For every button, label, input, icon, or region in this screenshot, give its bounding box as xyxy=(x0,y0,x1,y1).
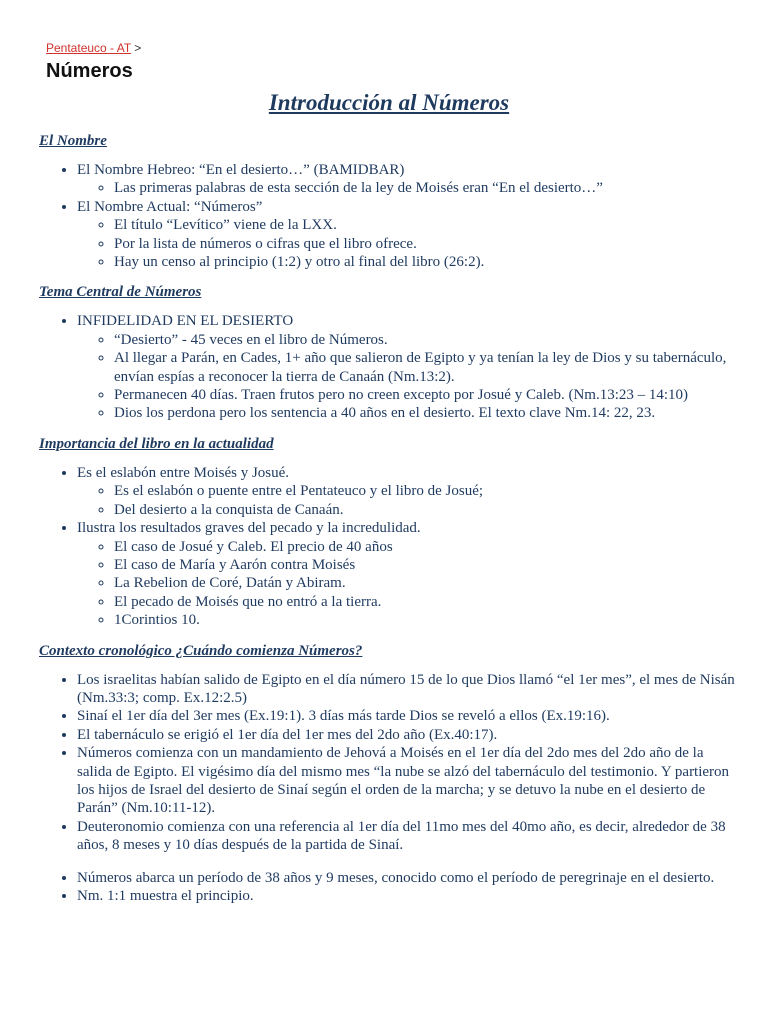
list-contexto-2 xyxy=(39,869,739,906)
sub-list xyxy=(77,538,739,630)
list-item: • INFIDELIDAD EN EL DESIERTO ◦ “Desierto” - 45 veces en el libro de Números. ◦ Al llegar a Parán, en Cades, 1+ año que salieron de Egipto y ya tenían la ley de Dios y su tabernáculo, envían espías a reconocer la tierra de Canaán (Nm.13:2). ◦ Permanecen 40 días. Traen frutos pero no creen excepto por Josué y Caleb. (Nm.13:23 – 14:10) ◦ Dios los perdona pero los sentencia a 40 años en el desierto. El texto clave Nm.14: 22, 23. xyxy=(77,312,739,422)
sub-list-item: ◦ Las primeras palabras de esta sección de la ley de Moisés eran “En el desierto…” xyxy=(114,179,739,197)
sub-list-item: ◦ Es el eslabón o puente entre el Pentateuco y el libro de Josué; xyxy=(114,482,739,500)
sub-list-item: ◦ Dios los perdona pero los sentencia a 40 años en el desierto. El texto clave Nm.14: 22, 23. xyxy=(114,404,739,422)
list-tema xyxy=(39,312,739,422)
list-item: • Sinaí el 1er día del 3er mes (Ex.19:1). 3 días más tarde Dios se reveló a ellos (Ex.19:16). xyxy=(77,707,739,725)
sub-list-item: ◦ Hay un censo al principio (1:2) y otro al final del libro (26:2). xyxy=(114,253,739,271)
sub-list-item: ◦ Por la lista de números o cifras que el libro ofrece. xyxy=(114,235,739,253)
sub-list xyxy=(77,482,739,519)
sub-list xyxy=(77,331,739,423)
section-heading-nombre: El Nombre xyxy=(39,133,107,149)
section-heading-tema: Tema Central de Números xyxy=(39,284,202,301)
list-contexto xyxy=(39,671,739,855)
sub-list xyxy=(77,179,739,197)
section-heading-contexto: Contexto cronológico ¿Cuándo comienza Números? xyxy=(39,642,363,659)
breadcrumb-bar xyxy=(46,39,141,83)
list-item: • Números comienza con un mandamiento de Jehová a Moisés en el 1er día del 2do mes del 2do año de la salida de Egipto. El vigésimo día del mismo mes “la nube se alzó del tabernáculo del testimonio. Y partieron los hijos de Israel del desierto de Sinaí según el orden de la marcha; y se detuvo la nube en el desierto de Parán” (Nm.10:11-12). xyxy=(77,744,739,818)
sub-list-item: ◦ El caso de María y Aarón contra Moisés xyxy=(114,556,739,574)
sub-list-item: ◦ Permanecen 40 días. Traen frutos pero no creen excepto por Josué y Caleb. (Nm.13:23 – 14:10) xyxy=(114,386,739,404)
breadcrumb-link-pentateuco[interactable]: Pentateuco - AT xyxy=(46,41,131,55)
sub-list-item: ◦ Al llegar a Parán, en Cades, 1+ año que salieron de Egipto y ya tenían la ley de Dios y su tabernáculo, envían espías a reconocer la tierra de Canaán (Nm.13:2). xyxy=(114,349,739,386)
sub-list-item: ◦ El caso de Josué y Caleb. El precio de 40 años xyxy=(114,538,739,556)
list-item: • El Nombre Actual: “Números” ◦ El título “Levítico” viene de la LXX. ◦ Por la lista de números o cifras que el libro ofrece. ◦ Hay un censo al principio (1:2) y otro al final del libro (26:2). xyxy=(77,198,739,272)
list-item: • El Nombre Hebreo: “En el desierto…” (BAMIDBAR) ◦ Las primeras palabras de esta sección de la ley de Moisés eran “En el desierto…” xyxy=(77,161,739,198)
list-item: • Los israelitas habían salido de Egipto en el día número 15 de lo que Dios llamó “el 1er mes”, el mes de Nisán (Nm.33:3; comp. Ex.12:2.5) xyxy=(77,671,739,708)
document-body xyxy=(39,88,739,916)
list-item: • Números abarca un período de 38 años y 9 meses, conocido como el período de peregrinaje en el desierto. xyxy=(77,869,739,887)
list-importancia xyxy=(39,464,739,630)
document-title: Introducción al Números xyxy=(268,90,510,115)
sub-list-item: ◦ “Desierto” - 45 veces en el libro de Números. xyxy=(114,331,739,349)
sub-list xyxy=(77,216,739,271)
breadcrumb-separator: > xyxy=(134,41,142,55)
sub-list-item: ◦ El pecado de Moisés que no entró a la tierra. xyxy=(114,593,739,611)
sub-list-item: ◦ El título “Levítico” viene de la LXX. xyxy=(114,216,739,234)
list-nombre xyxy=(39,161,739,271)
list-item: • Es el eslabón entre Moisés y Josué. ◦ Es el eslabón o puente entre el Pentateuco y el libro de Josué; ◦ Del desierto a la conquista de Canaán. xyxy=(77,464,739,519)
list-item: • Deuteronomio comienza con una referencia al 1er día del 11mo mes del 40mo año, es decir, alrededor de 38 años, 8 meses y 10 días después de la partida de Sinaí. xyxy=(77,818,739,855)
sub-list-item: ◦ 1Corintios 10. xyxy=(114,611,739,629)
breadcrumb xyxy=(46,39,141,57)
sub-list-item: ◦ Del desierto a la conquista de Canaán. xyxy=(114,501,739,519)
sub-list-item: ◦ La Rebelion de Coré, Datán y Abiram. xyxy=(114,574,739,592)
section-heading-importancia: Importancia del libro en la actualidad xyxy=(39,435,274,452)
spacer xyxy=(39,855,739,869)
list-item: • El tabernáculo se erigió el 1er día del 1er mes del 2do año (Ex.40:17). xyxy=(77,726,739,744)
page-title: Números xyxy=(46,60,133,82)
list-item: • Ilustra los resultados graves del pecado y la incredulidad. ◦ El caso de Josué y Caleb. El precio de 40 años ◦ El caso de María y Aarón contra Moisés ◦ La Rebelion de Coré, Datán y Abiram. ◦ El pecado de Moisés que no entró a la tierra. ◦ 1Corintios 10. xyxy=(77,519,739,629)
list-item: • Nm. 1:1 muestra el principio. xyxy=(77,887,739,905)
